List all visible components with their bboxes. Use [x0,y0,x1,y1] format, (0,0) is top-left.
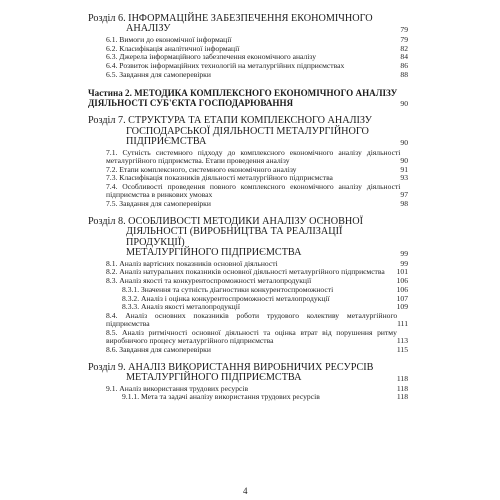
toc-entry-text: 6.3. Джерела інформаційного забезпечення економічного аналізу [106,52,316,62]
toc-entry-text: 6.2. Класифікація аналітичної інформації [106,43,240,53]
section-block [88,14,408,79]
section-page: 118 [396,374,408,384]
toc-entry [88,71,408,79]
section-page: 99 [400,249,408,259]
section-heading [88,14,408,35]
section-title-line: Розділ 8. ОСОБЛИВОСТІ МЕТОДИКИ АНАЛІЗУ ОСНОВНОЇ [88,216,364,228]
section-title-line: МЕТАЛУРГІЙНОГО ПІДПРИЄМСТВА [126,372,302,384]
toc-entry-page: 98 [400,198,408,208]
toc-entry-page: 86 [400,60,408,70]
part-page: 90 [400,98,408,108]
toc-entry-page: 82 [400,43,408,53]
toc-entry-page: 106 [396,284,408,294]
section-title-line: Розділ 9. АНАЛІЗ ВИКОРИСТАННЯ ВИРОБНИЧИХ РЕСУРСІВ [88,361,374,373]
section-title-line: Розділ 6. ІНФОРМАЦІЙНЕ ЗАБЕЗПЕЧЕННЯ ЕКОНОМІЧНОГО [88,13,373,24]
section-title-line: ГОСПОДАРСЬКОЇ ДІЯЛЬНОСТІ МЕТАЛУРГІЙНОГО [126,125,369,137]
section-title [88,116,394,147]
toc-entry-page: 91 [400,164,408,174]
toc-entry-text: 7.2. Етапи комплексного, системного економічного аналізу [106,164,297,174]
toc-entry [88,36,408,44]
toc-entry-page: 93 [400,173,408,183]
toc-entry-page: 90 [400,155,408,165]
toc-entry-text: 7.4. Особливості проведення повного комплексного економічного аналізу діяльності підприємства в ринкових умовах [106,181,401,200]
toc-entry-page: 106 [396,276,408,286]
toc-entry-text: 8.5. Аналіз ритмічності основної діяльності та оцінка втрат від порушення ритму виробничого процесу металургійного підприємства [106,327,397,346]
toc-entry-page: 111 [397,319,408,329]
section-page: 90 [400,138,408,148]
toc-entry-page: 99 [400,258,408,268]
toc-entry-page: 101 [396,267,408,277]
toc-entry [88,62,408,70]
toc-entry-text: 8.4. Аналіз основних показників роботи трудового колективу металургійного підприємства [106,310,398,329]
section-block [88,363,408,402]
section-heading [88,363,408,384]
section-title [88,14,394,35]
toc-entry-page: 115 [396,344,408,354]
toc-entry-text: 8.2. Аналіз натуральних показників основної діяльності металургійного підприємства [106,267,385,277]
section-title-line: Розділ 7. СТРУКТУРА ТА ЕТАПИ КОМПЛЕКСНОГО АНАЛІЗУ [88,115,372,127]
section-title-line: МЕТАЛУРГІЙНОГО ПІДПРИЄМСТВА [126,247,302,259]
toc-entry-page: 97 [400,190,408,200]
toc-entry [88,329,408,345]
toc-entry-page: 113 [396,336,408,346]
toc-entry-page: 84 [400,52,408,62]
section-block [88,217,408,354]
toc-entry [88,346,408,354]
toc-entry [88,393,408,401]
toc-entry-page: 109 [396,302,408,312]
section-heading [88,116,408,147]
toc-entry-text: 8.3.2. Аналіз і оцінка конкурентоспроможності металопродукції [122,293,330,303]
toc-entry [88,149,408,165]
toc-entry [88,183,408,199]
section-heading [88,217,408,259]
toc-entry-text: 8.3.3. Аналіз якості металопродукції [122,302,240,312]
section-title [88,363,394,384]
toc-entry-text: 6.4. Розвиток інформаційних технологій на металургійних підприємствах [106,60,345,70]
page-number: 4 [243,486,248,496]
toc-entry-text: 9.1. Аналіз використання трудових ресурсів [106,383,249,393]
toc-entry-text: 7.1. Сутність системного підходу до комплексного економічного аналізу діяльності металургійного підприємства. Етапи проведення аналізу [106,147,401,165]
toc-entry-text: 6.1. Вимоги до економічної інформації [106,34,232,44]
part-heading [88,89,408,109]
table-of-contents [88,14,408,402]
section-title-line: ДІЯЛЬНОСТІ (ВИРОБНИЦТВА ТА РЕАЛІЗАЦІЇ ПРОДУКЦІЇ) [126,226,343,248]
section-block [88,116,408,208]
toc-entry-text: 6.5. Завдання для самоперевірки [106,69,211,79]
section-title [88,217,394,259]
section-page: 79 [400,25,408,35]
toc-entry-text: 8.1. Аналіз вартісних показників основної діяльності [106,258,278,268]
toc-entry-text: 8.3.1. Значення та сутність діагностики конкурентоспроможності [122,284,334,294]
toc-entry-text: 8.3. Аналіз якості та конкурентоспроможності металопродукції [106,276,312,286]
toc-entry-text: 8.6. Завдання для самоперевірки [106,344,211,354]
toc-entry [88,200,408,208]
toc-entry-page: 107 [396,293,408,303]
section-title-line: АНАЛІЗУ [126,23,171,35]
toc-entry [88,286,408,294]
toc-entry-text: 9.1.1. Мета та задачі аналізу використання трудових ресурсів [122,392,320,402]
toc-entry-text: 7.3. Класифікація показників діяльності металургійного підприємства [106,173,333,183]
section-title-line: ПІДПРИЄМСТВА [126,136,207,148]
toc-entry-page: 79 [400,34,408,44]
toc-entry [88,312,408,328]
part-title: Частина 2. МЕТОДИКА КОМПЛЕКСНОГО ЕКОНОМІЧНОГО АНАЛІЗУ ДІЯЛЬНОСТІ СУБ'ЄКТА ГОСПОДАРЮВАННЯ [88,87,398,108]
toc-entry-text: 7.5. Завдання для самоперевірки [106,198,211,208]
toc-entry-page: 118 [396,392,408,402]
toc-entry-page: 118 [396,383,408,393]
toc-entry-page: 88 [400,69,408,79]
